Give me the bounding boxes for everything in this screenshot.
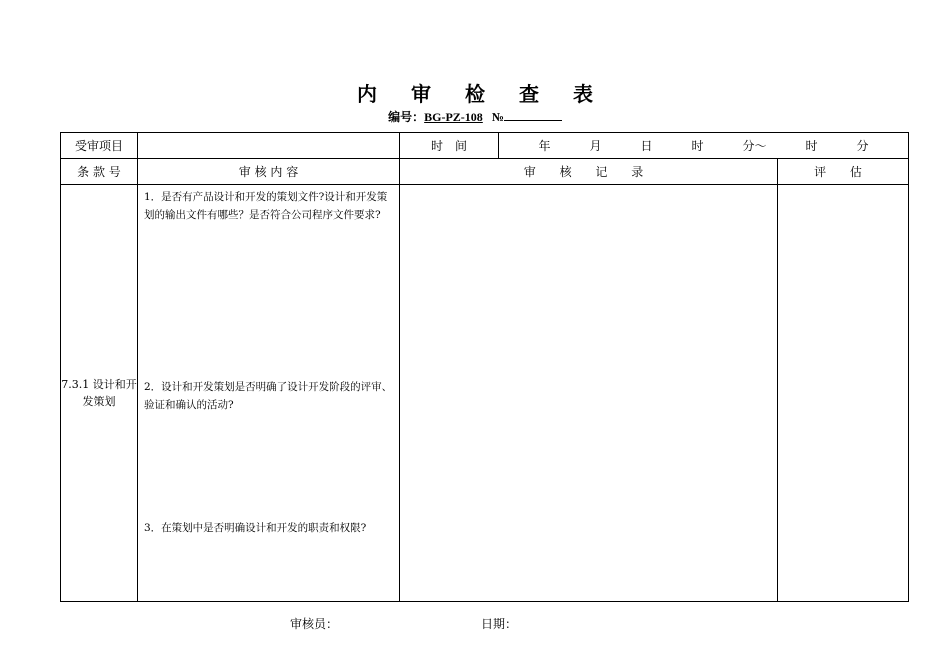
project-label: 受审项目	[61, 133, 138, 159]
body-row	[61, 185, 909, 602]
title-char: 查	[519, 82, 539, 106]
document-title	[0, 78, 950, 107]
audit-record-field[interactable]	[400, 185, 778, 602]
title-char: 内	[357, 82, 377, 106]
time-unit-month: 月	[589, 139, 602, 153]
time-unit-minute-to: 分～	[742, 139, 767, 153]
time-unit-day: 日	[640, 139, 653, 153]
record-header: 审 核 记 录	[400, 159, 778, 185]
title-char: 检	[465, 82, 485, 106]
question-3: 3．在策划中是否明确设计和开发的职责和权限?	[144, 522, 367, 534]
project-row	[61, 133, 909, 159]
evaluation-header: 评 估	[778, 159, 909, 185]
time-value	[499, 133, 909, 159]
date-label: 日期：	[481, 617, 518, 631]
time-unit-hour: 时	[691, 139, 704, 153]
header-row	[61, 159, 909, 185]
document-number	[0, 108, 950, 125]
auditor-label: 审核员：	[290, 617, 339, 631]
title-char: 表	[573, 82, 593, 106]
project-value	[138, 133, 400, 159]
question-1: 1．是否有产品设计和开发的策划文件?设计和开发策划的输出文件有哪些？是否符合公司程序文件要求?	[144, 191, 388, 221]
number-sign: №	[491, 110, 504, 124]
clause-number: 7.3.1 设计和开发策划	[61, 185, 138, 602]
doc-code: BG-PZ-108	[424, 110, 483, 124]
audit-content	[138, 185, 400, 602]
time-unit-minute-end: 分	[856, 139, 869, 153]
content-header: 审 核 内 容	[138, 159, 400, 185]
question-2: 2．设计和开发策划是否明确了设计开发阶段的评审、验证和确认的活动?	[144, 381, 393, 411]
checklist-table	[60, 132, 909, 602]
time-unit-hour-end: 时	[805, 139, 818, 153]
clause-header: 条 款 号	[61, 159, 138, 185]
title-char: 审	[411, 82, 431, 106]
doc-number-label: 编号：	[388, 110, 425, 124]
evaluation-field[interactable]	[778, 185, 909, 602]
time-label: 时 间	[400, 133, 499, 159]
time-unit-year: 年	[538, 139, 551, 153]
number-blank-line	[504, 110, 562, 121]
